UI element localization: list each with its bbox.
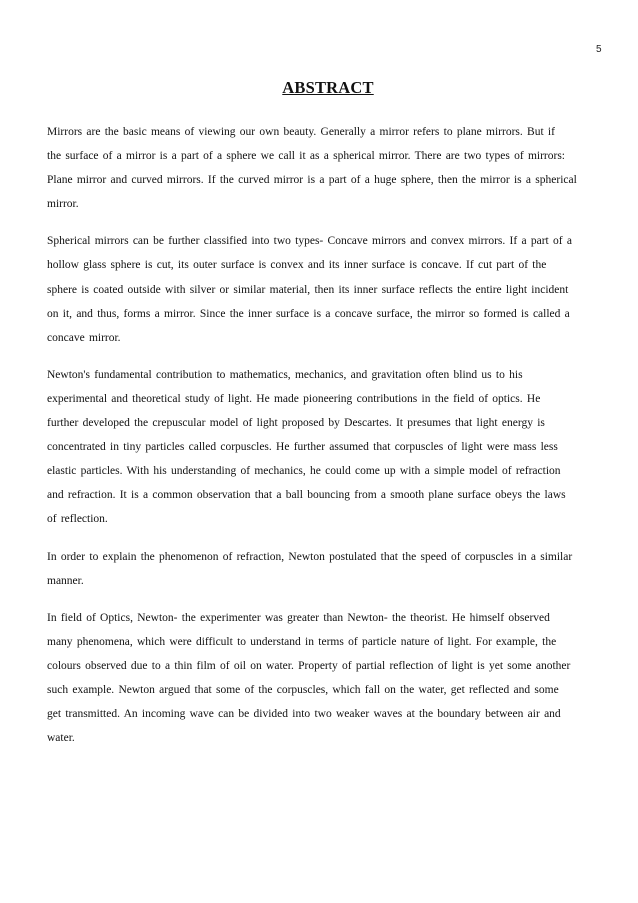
text-line: Mirrors are the basic means of viewing our own beauty. Generally a mirror refers to plane mirrors. But if [47,126,555,138]
text-line: elastic particles. With his understanding of mechanics, he could come up with a simple model of refraction [47,465,561,478]
text-line: concentrated in tiny particles called corpuscles. He further assumed that corpuscles of light were mass less [47,441,558,454]
text-line: and refraction. It is a common observation that a ball bouncing from a smooth plane surface obeys the laws [47,489,566,502]
text-line: of reflection. [47,513,108,526]
page-number: 5 [596,44,602,55]
text-line: mirror. [47,198,79,211]
text-line: the surface of a mirror is a part of a sphere we call it as a spherical mirror. There are two types of mirrors: [47,150,565,163]
text-line: Plane mirror and curved mirrors. If the curved mirror is a part of a huge sphere, then the mirror is a spherical [47,174,577,187]
text-line: manner. [47,574,84,587]
paragraph-optics-experimenter [47,606,607,751]
text-line: water. [47,732,75,745]
text-line: such example. Newton argued that some of the corpuscles, which fall on the water, get reflected and some [47,683,559,696]
text-line: on it, and thus, forms a mirror. Since the inner surface is a concave surface, the mirror so formed is called a [47,307,570,320]
paragraph-mirrors-intro [47,120,607,216]
page-title: ABSTRACT [282,78,374,97]
text-line: concave mirror. [47,331,121,344]
text-line: experimental and theoretical study of light. He made pioneering contributions in the field of optics. He [47,392,541,405]
text-line: hollow glass sphere is cut, its outer surface is convex and its inner surface is concave. If cut part of the [47,259,547,272]
text-line: colours observed due to a thin film of oil on water. Property of partial reflection of light is yet some another [47,659,571,672]
text-line: In order to explain the phenomenon of refraction, Newton postulated that the speed of corpuscles in a similar [47,550,573,563]
text-line: sphere is coated outside with silver or similar material, then its inner surface reflects the entire light incident [47,283,569,296]
document-body [47,120,607,763]
paragraph-refraction [47,545,607,593]
paragraph-newton-contribution [47,363,607,532]
text-line: further developed the crepuscular model of light proposed by Descartes. It presumes that light energy is [47,417,545,430]
paragraph-spherical-mirrors [47,229,607,349]
text-line: many phenomena, which were difficult to understand in terms of particle nature of light. For example, the [47,635,557,648]
text-line: Newton's fundamental contribution to mathematics, mechanics, and gravitation often blind us to his [47,368,523,381]
text-line: In field of Optics, Newton- the experimenter was greater than Newton- the theorist. He himself observed [47,611,550,624]
text-line: get transmitted. An incoming wave can be divided into two weaker waves at the boundary between air and [47,708,561,721]
text-line: Spherical mirrors can be further classified into two types- Concave mirrors and convex mirrors. If a part of a [47,235,572,248]
